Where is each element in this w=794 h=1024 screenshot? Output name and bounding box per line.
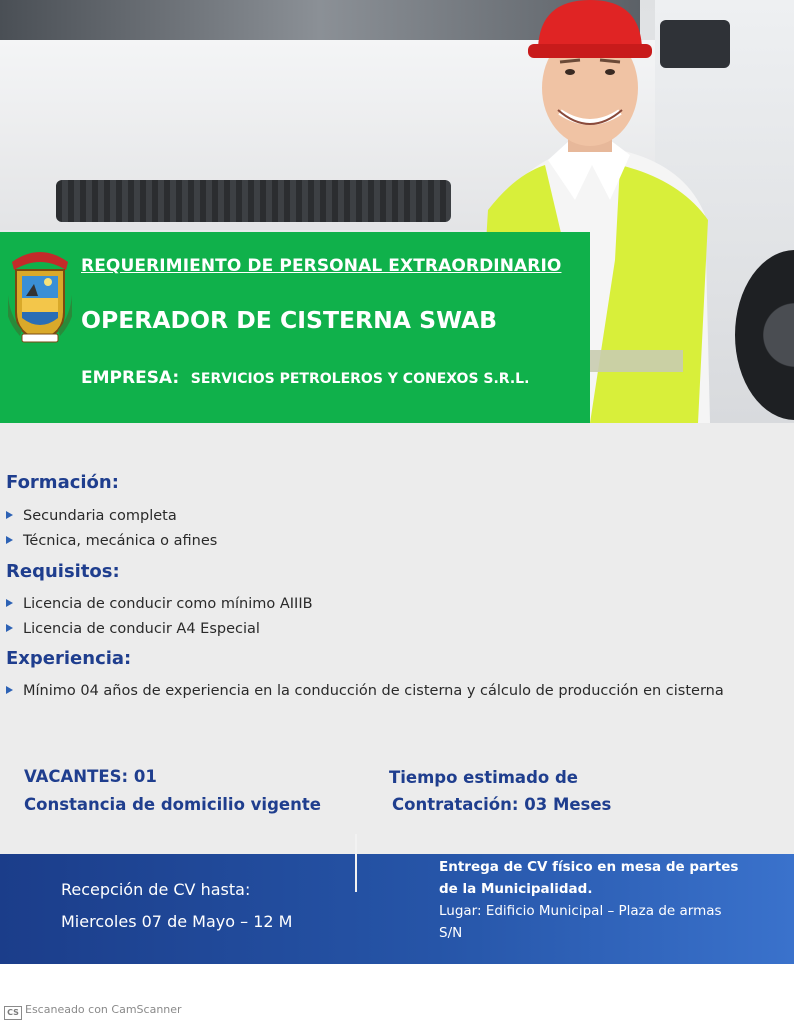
list-item: Técnica, mecánica o afines <box>6 533 217 549</box>
heading-requisitos: Requisitos: <box>6 561 120 582</box>
camscanner-icon: CS <box>4 1006 22 1020</box>
watermark-text: Escaneado con CamScanner <box>25 1003 182 1016</box>
delivery-instructions: Entrega de CV físico en mesa de partes de la Municipalidad. <box>439 859 739 897</box>
delivery-place: Lugar: Edificio Municipal – Plaza de armas S/N <box>439 903 722 941</box>
job-title: OPERADOR DE CISTERNA SWAB <box>81 306 498 334</box>
reception-date: Miercoles 07 de Mayo – 12 M <box>61 912 293 931</box>
scanner-watermark <box>4 1003 182 1020</box>
list-item: Licencia de conducir como mínimo AIIIB <box>6 596 313 612</box>
truck-grille <box>56 180 451 222</box>
heading-experiencia: Experiencia: <box>6 648 132 669</box>
job-details <box>0 423 794 854</box>
job-banner <box>0 232 590 423</box>
reception-label: Recepción de CV hasta: <box>61 880 251 899</box>
heading-formacion: Formación: <box>6 472 119 493</box>
company-label: EMPRESA: <box>81 368 180 388</box>
banner-kicker: REQUERIMIENTO DE PERSONAL EXTRAORDINARIO <box>81 256 562 276</box>
list-item: Mínimo 04 años de experiencia en la conducción de cisterna y cálculo de producción en cisterna <box>6 683 724 699</box>
delivery-info <box>439 856 739 944</box>
contract-duration-value: Contratación: 03 Meses <box>392 795 612 814</box>
list-item: Secundaria completa <box>6 508 177 524</box>
company-name: SERVICIOS PETROLEROS Y CONEXOS S.R.L. <box>190 371 530 387</box>
list-item: Licencia de conducir A4 Especial <box>6 621 260 637</box>
application-footer <box>0 854 794 964</box>
vacancies: VACANTES: 01 <box>24 767 157 786</box>
residence-certificate: Constancia de domicilio vigente <box>24 795 321 814</box>
company-line <box>81 368 529 388</box>
footer-divider <box>355 834 357 892</box>
municipal-coat-of-arms-icon <box>8 242 72 344</box>
contract-duration-label: Tiempo estimado de <box>389 768 578 787</box>
